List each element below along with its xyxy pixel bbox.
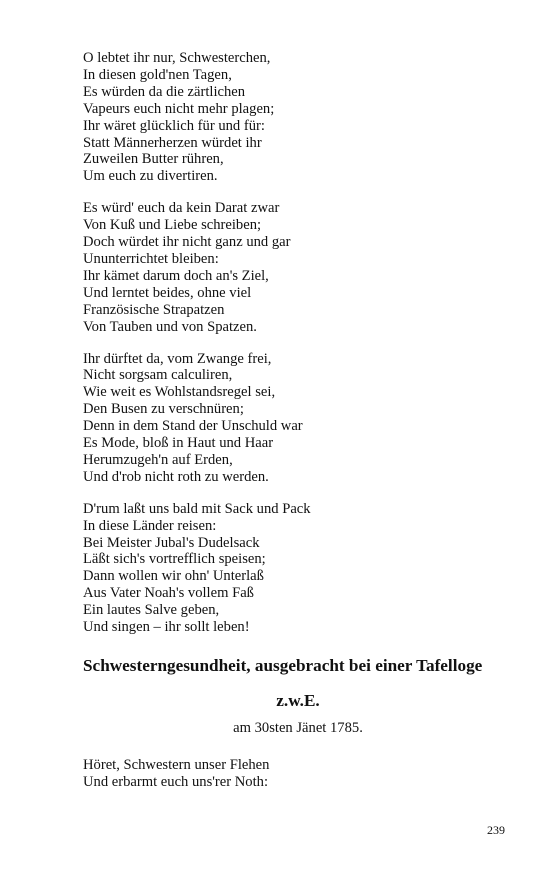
- poem-line: Höret, Schwestern unser Flehen: [83, 757, 270, 773]
- page-content: [83, 50, 513, 806]
- poem-line: Und d'rob nicht roth zu werden.: [83, 468, 269, 485]
- poem-line: Ununterrichtet bleiben:: [83, 250, 219, 267]
- poem-line: In diesen gold'nen Tagen,: [83, 66, 232, 83]
- poem-line: Zuweilen Butter rühren,: [83, 151, 224, 168]
- poem-stanza-3: [83, 351, 513, 486]
- poem-line: D'rum laßt uns bald mit Sack und Pack: [83, 500, 311, 517]
- poem-line: Von Tauben und von Spatzen.: [83, 318, 257, 335]
- poem-line: Und erbarmt euch uns'rer Noth:: [83, 773, 268, 790]
- poem-line: Bei Meister Jubal's Dudelsack: [83, 534, 260, 551]
- poem-line: Französische Strapatzen: [83, 301, 225, 318]
- page-number: 239: [487, 823, 505, 837]
- poem-line: Von Kuß und Liebe schreiben;: [83, 217, 262, 234]
- poem-line: Herumzugeh'n auf Erden,: [83, 451, 233, 468]
- poem-line: Doch würdet ihr nicht ganz und gar: [83, 234, 291, 251]
- section-subheading: z.w.E.: [276, 691, 320, 710]
- poem-line: Es würd' euch da kein Darat zwar: [83, 200, 280, 217]
- poem-line: Statt Männerherzen würdet ihr: [83, 134, 262, 151]
- poem-line: Es Mode, bloß in Haut und Haar: [83, 435, 274, 452]
- poem-line: Ihr kämet darum doch an's Ziel,: [83, 267, 269, 284]
- poem-line: Den Busen zu verschnüren;: [83, 401, 244, 418]
- poem-stanza-5: [83, 757, 513, 791]
- poem-line: Um euch zu divertiren.: [83, 168, 218, 185]
- poem-line: Ein lautes Salve geben,: [83, 602, 220, 619]
- poem-line: Und lerntet beides, ohne viel: [83, 284, 252, 301]
- poem-stanza-1: [83, 50, 513, 185]
- poem-line: Vapeurs euch nicht mehr plagen;: [83, 100, 275, 117]
- poem-stanza-4: [83, 501, 513, 636]
- poem-line: Es würden da die zärtlichen: [83, 83, 246, 100]
- poem-line: Und singen – ihr sollt leben!: [83, 619, 250, 636]
- section-heading: Schwesterngesundheit, ausgebracht bei einer Tafelloge: [83, 656, 483, 675]
- poem-line: Dann wollen wir ohn' Unterlaß: [83, 568, 264, 585]
- poem-line: Denn in dem Stand der Unschuld war: [83, 418, 303, 435]
- dateline: am 30sten Jänet 1785.: [233, 720, 363, 736]
- poem-line: Läßt sich's vortrefflich speisen;: [83, 551, 266, 568]
- poem-line: O lebtet ihr nur, Schwesterchen,: [83, 50, 271, 66]
- poem-line: Wie weit es Wohlstandsregel sei,: [83, 384, 276, 401]
- poem-line: Ihr wäret glücklich für und für:: [83, 117, 265, 134]
- poem-line: In diese Länder reisen:: [83, 517, 217, 534]
- poem-stanza-2: [83, 200, 513, 335]
- poem-line: Aus Vater Noah's vollem Faß: [83, 585, 254, 602]
- poem-line: Nicht sorgsam calculiren,: [83, 367, 233, 384]
- poem-line: Ihr dürftet da, vom Zwange frei,: [83, 350, 272, 367]
